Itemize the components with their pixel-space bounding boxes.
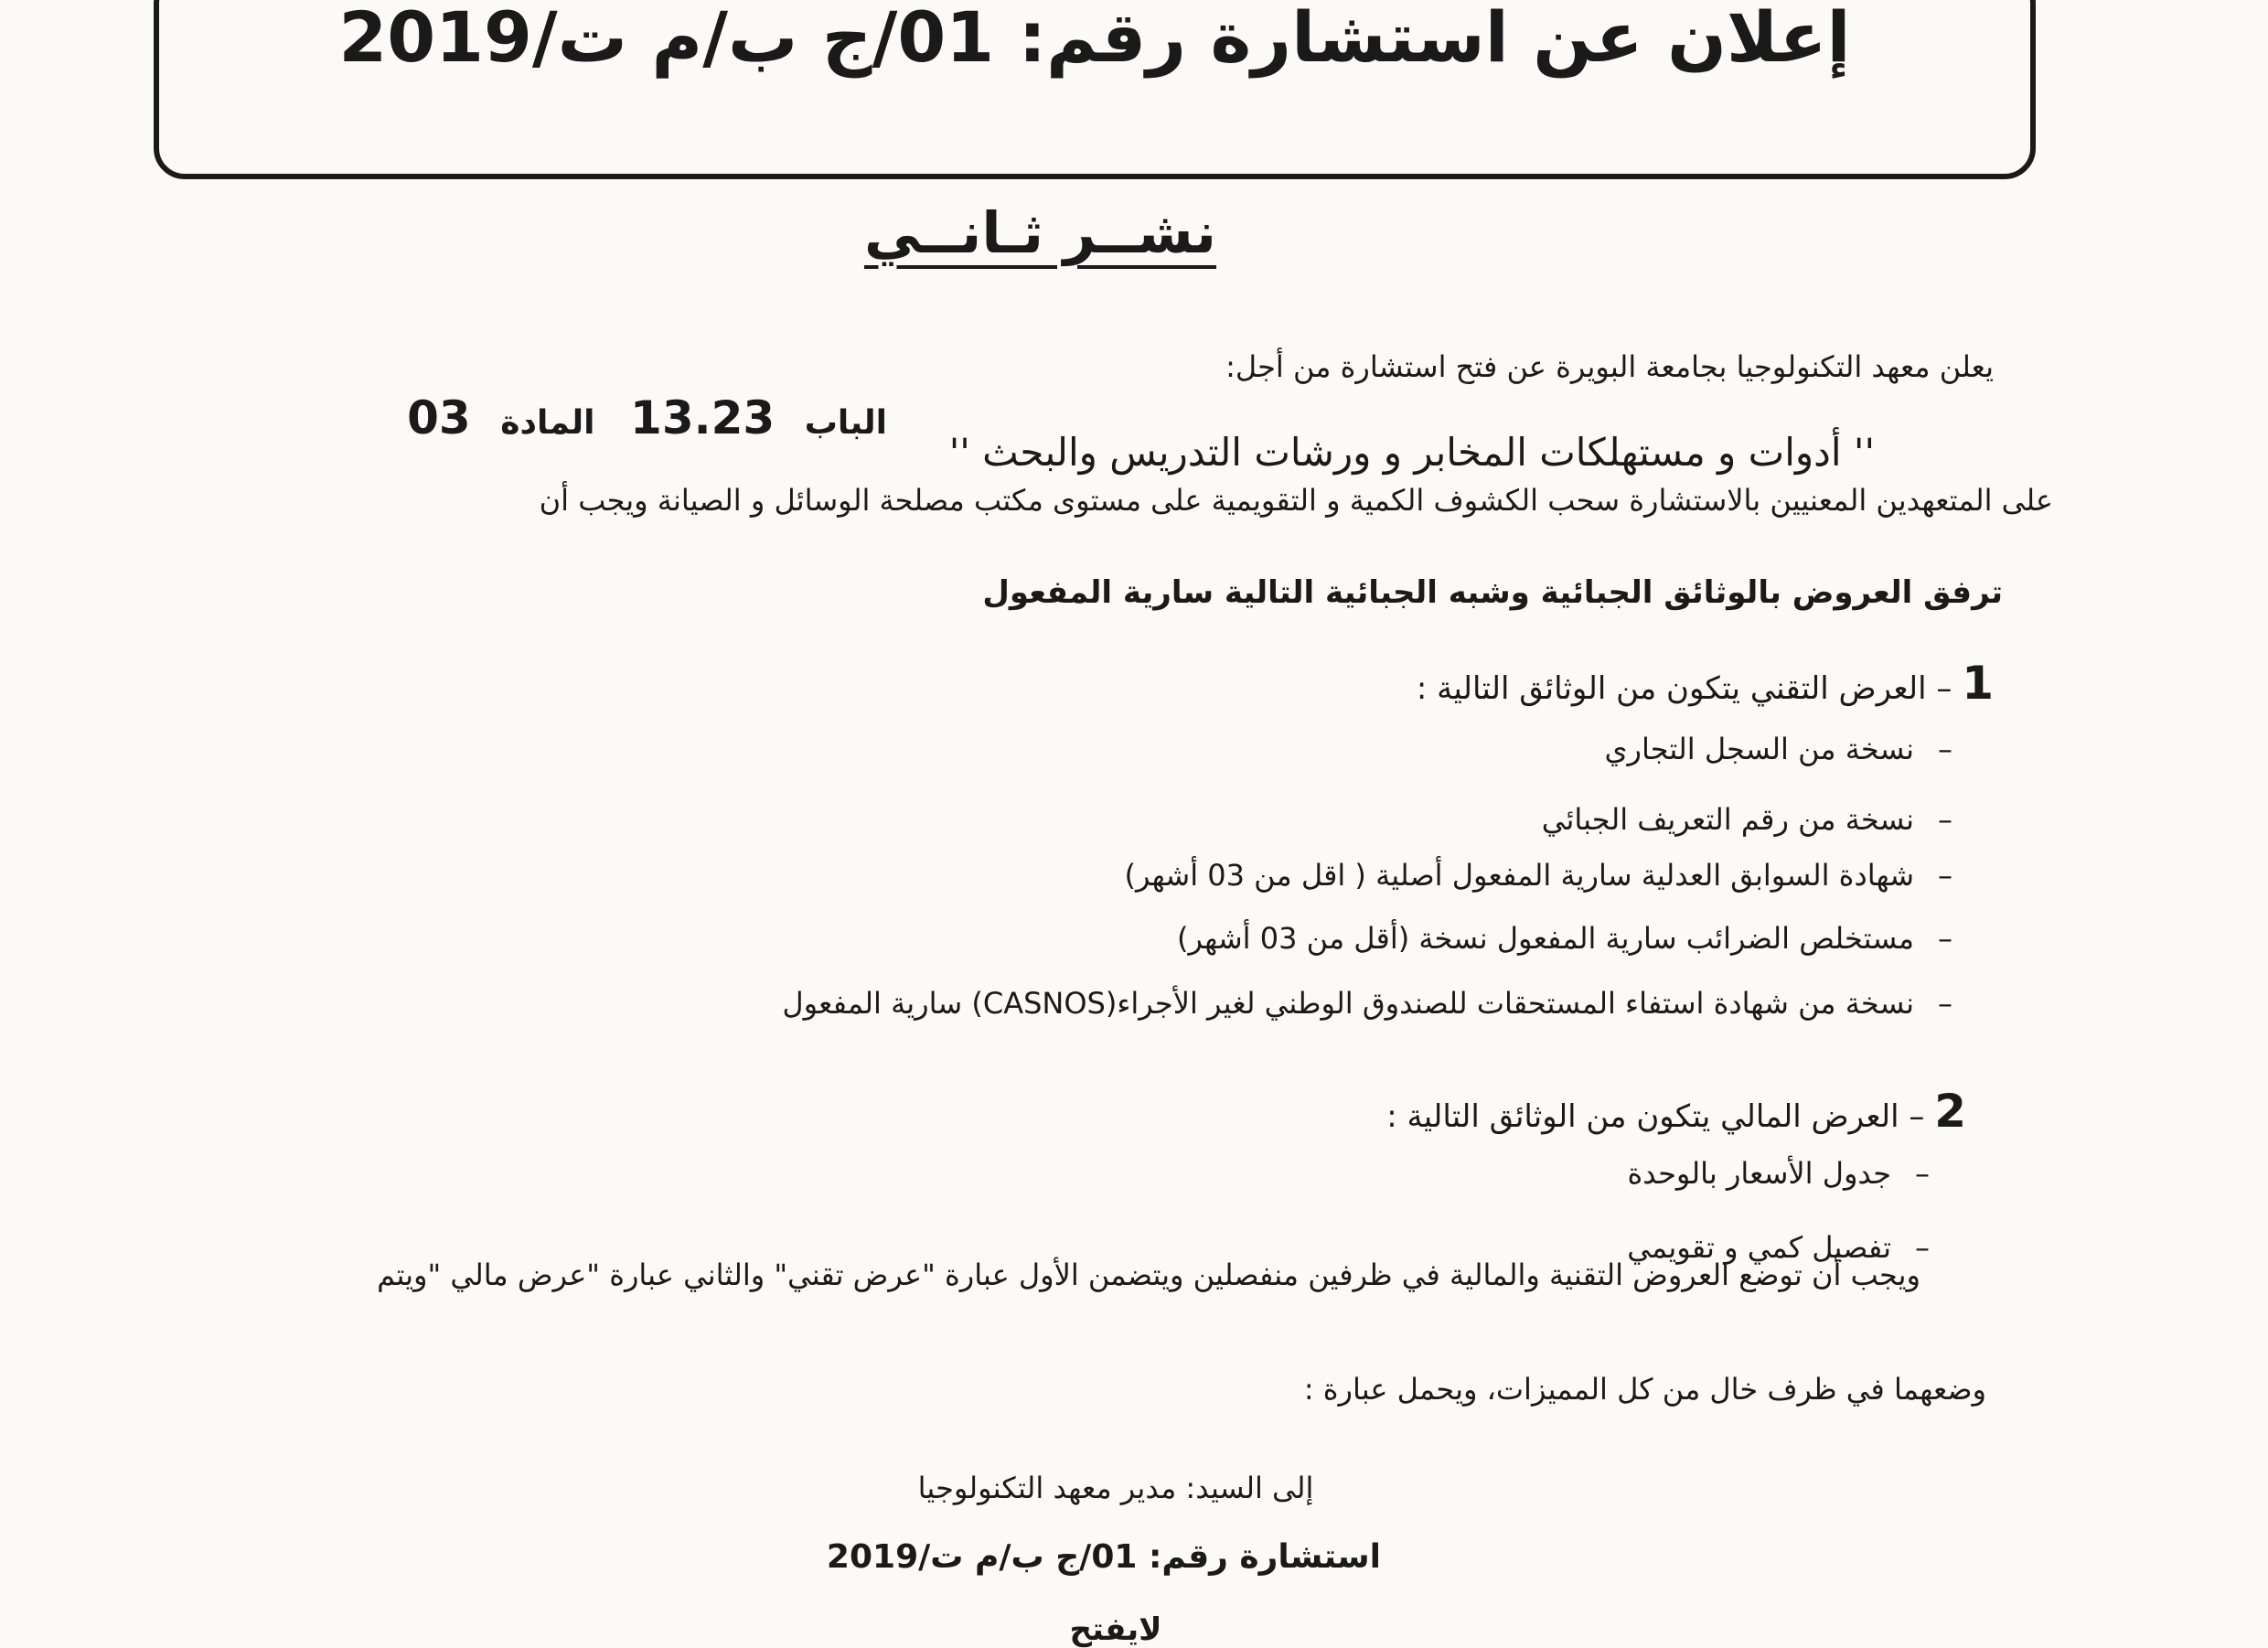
envelope-line-1: ويجب أن توضع العروض التقنية والمالية في ظرفين منفصلين ويتضمن الأول عبارة "عرض تقني" والثاني عبارة "عرض مالي "ويتم xyxy=(377,1257,1920,1292)
consultation-reference: استشارة رقم: 01/ج ب/م ت/2019 xyxy=(826,1538,1381,1576)
do-not-open-label: لايفتح xyxy=(1069,1611,1162,1648)
article-label: المادة xyxy=(500,404,595,442)
list-item: –مستخلص الضرائب سارية المفعول نسخة (أقل من 03 أشهر) xyxy=(1176,921,1952,956)
intro-line: يعلن معهد التكنولوجيا بجامعة البويرة عن فتح استشارة من أجل: xyxy=(1225,349,1994,384)
chapter-value: 13.23 xyxy=(630,391,776,444)
subject-line: '' أدوات و مستهلكات المخابر و ورشات التدريس والبحث '' xyxy=(948,430,1875,475)
list-item: –نسخة من السجل التجاري xyxy=(1604,732,1952,766)
publication-subtitle: نشــر ثـانــي xyxy=(863,199,1216,266)
list-item: –شهادة السوابق العدلية سارية المفعول أصلية ( اقل من 03 أشهر) xyxy=(1124,858,1952,893)
list-item: –نسخة من شهادة استفاء المستحقات للصندوق الوطني لغير الأجراء(CASNOS) سارية المفعول xyxy=(782,986,1952,1021)
article-value: 03 xyxy=(407,391,471,444)
list-item: –جدول الأسعار بالوحدة xyxy=(1627,1156,1930,1191)
chapter-label: الباب xyxy=(804,404,887,442)
title-box xyxy=(154,0,2036,179)
financial-offer-number: 2 xyxy=(1934,1085,1966,1138)
list-item: –نسخة من رقم التعريف الجبائي xyxy=(1541,802,1952,837)
paragraph-line-2: ترفق العروض بالوثائق الجبائية وشبه الجبائية التالية سارية المفعول xyxy=(982,574,2003,611)
page-title: إعلان عن استشارة رقم: 01/ج ب/م ت/2019 xyxy=(338,0,1851,78)
budget-reference xyxy=(407,391,887,444)
paragraph-line-1: على المتعهدين المعنيين بالاستشارة سحب الكشوف الكمية و التقويمية على مستوى مكتب مصلحة الوسائل و الصيانة ويجب أن xyxy=(539,483,2053,518)
technical-offer-heading: 1 – العرض التقني يتكون من الوثائق التالية : xyxy=(1416,657,1994,710)
addressee: إلى السيد: مدير معهد التكنولوجيا xyxy=(917,1471,1314,1505)
list-item: –تفصيل كمي و تقويمي xyxy=(1627,1230,1930,1265)
financial-offer-heading: 2 – العرض المالي يتكون من الوثائق التالية : xyxy=(1386,1085,1966,1138)
technical-offer-number: 1 xyxy=(1962,657,1994,710)
envelope-line-2: وضعهما في ظرف خال من كل المميزات، ويحمل عبارة : xyxy=(1303,1372,1986,1407)
